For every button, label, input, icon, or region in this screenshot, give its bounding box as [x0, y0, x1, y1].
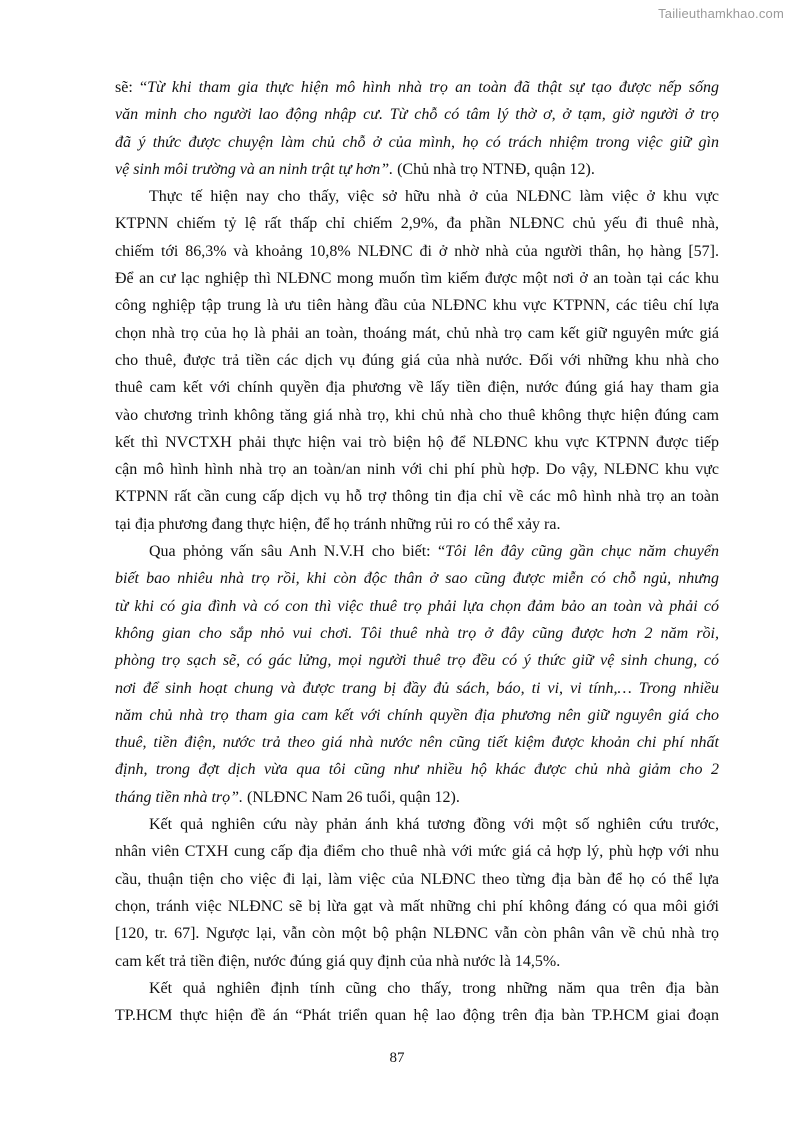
text-line: [115, 156, 719, 183]
text-line: [115, 74, 719, 101]
text-line: [115, 620, 719, 647]
body-text: Để an cư lạc nghiệp thì NLĐNC mong muốn tìm kiếm được một nơi ở an toàn tại các khu: [115, 270, 719, 288]
body-text: chọn nhà trọ của họ là phải an toàn, thoáng mát, chủ nhà trọ cam kết giữ nguyên mức giá: [115, 324, 719, 342]
text-line: [115, 702, 719, 729]
text-line: [115, 483, 719, 510]
text-line: [115, 838, 719, 865]
quote-text: không gian cho sắp nhỏ vui chơi. Tôi thuê nhà trọ ở đây cũng được hơn 2 năm rồi,: [115, 624, 719, 642]
body-text: thuê cam kết với chính quyền địa phương về lấy tiền điện, nước đúng giá hay tham gia: [115, 379, 719, 397]
text-line: [115, 756, 719, 783]
text-line: [115, 1002, 719, 1029]
text-line: [115, 292, 719, 319]
body-text: sẽ: “: [115, 79, 148, 96]
body-text: [120, tr. 67]. Ngược lại, vẫn còn một bộ phận NLĐNC vẫn còn phân vân về chủ nhà trọ: [115, 925, 719, 943]
body-text: cam kết trả tiền điện, nước đúng giá quy định của nhà nước là 14,5%.: [115, 952, 561, 970]
body-text: cận mô hình hình nhà trọ an toàn/an ninh với chi phí phù hợp. Do vậy, NLĐNC khu vực: [115, 461, 719, 479]
body-text: công nghiệp tập trung là ưu tiên hàng đầu của NLĐNC khu vực KTPNN, các tiêu chí lựa: [115, 297, 719, 315]
body-text: cho thuê, được trả tiền các dịch vụ đúng giá của nhà nước. Đối với những khu nhà cho: [115, 351, 719, 369]
text-line: [115, 402, 719, 429]
body-text: Kết quả nghiên cứu này phản ánh khá tương đồng với một số nghiên cứu trước,: [149, 816, 719, 834]
text-line: [115, 210, 719, 237]
body-text: TP.HCM thực hiện đề án “Phát triển quan hệ lao động trên địa bàn TP.HCM giai đoạn: [115, 1007, 719, 1025]
text-line: [115, 975, 719, 1002]
text-line: [115, 675, 719, 702]
text-line: [115, 347, 719, 374]
quote-text: định, trong đợt dịch vừa qua tôi cũng như nhiều hộ khác được chủ nhà giảm cho 2: [115, 761, 719, 779]
text-line: [115, 265, 719, 292]
page-number: 87: [389, 1050, 405, 1066]
body-text: (NLĐNC Nam 26 tuổi, quận 12).: [243, 788, 460, 806]
body-text: cầu, thuận tiện cho việc đi lại, làm việc của NLĐNC theo từng địa bàn để họ có thể lựa: [115, 870, 719, 888]
quote-text: năm chủ nhà trọ tham gia cam kết với chính quyền địa phương nên giữ nguyên giá cho: [115, 706, 719, 724]
text-line: [115, 593, 719, 620]
text-line: [115, 729, 719, 756]
text-line: [115, 811, 719, 838]
body-text: Qua phỏng vấn sâu Anh N.V.H cho biết: “: [149, 543, 446, 561]
body-text: KTPNN rất cần cung cấp dịch vụ hỗ trợ thông tin địa chỉ về các mô hình nhà trọ an toàn: [115, 488, 719, 506]
text-line: [115, 129, 719, 156]
quote-text: Tôi lên đây cũng gần chục năm chuyển: [445, 543, 720, 561]
quote-text: phòng trọ sạch sẽ, có gác lửng, mọi người thuê trọ đều có ý thức giữ vệ sinh chung, có: [115, 652, 719, 670]
text-line: [115, 565, 719, 592]
body-text: (Chủ nhà trọ NTNĐ, quận 12).: [393, 160, 595, 178]
body-text: chọn, tránh việc NLĐNC sẽ bị lừa gạt và mất những chi phí không đáng có qua môi giới: [115, 897, 719, 915]
page-body: [115, 74, 719, 1029]
text-line: [115, 948, 719, 975]
text-line: [115, 538, 719, 565]
text-line: [115, 183, 719, 210]
body-text: nhân viên CTXH cung cấp địa điểm cho thuê nhà với mức giá cả hợp lý, phù hợp với nhu: [115, 843, 719, 861]
quote-text: Từ khi tham gia thực hiện mô hình nhà trọ an toàn đã thật sự tạo được nếp sống: [147, 79, 720, 96]
text-line: [115, 320, 719, 347]
text-line: [115, 456, 719, 483]
text-line: [115, 511, 719, 538]
text-line: [115, 893, 719, 920]
body-text: vào chương trình không tăng giá nhà trọ, khi chủ nhà cho thuê không thực hiện đúng cam: [115, 406, 719, 424]
quote-text: tháng tiền nhà trọ”.: [115, 788, 244, 806]
text-line: [115, 101, 719, 128]
quote-text: nơi để sinh hoạt chung và được trang bị đầy đủ sách, báo, ti vi, vi tính,… Trong nhiều: [115, 679, 719, 697]
text-line: [115, 238, 719, 265]
text-line: [115, 866, 719, 893]
quote-text: văn minh cho người lao động nhập cư. Từ chỗ có tâm lý thờ ơ, ở tạm, giờ người ở trọ: [115, 106, 719, 124]
body-text: Thực tế hiện nay cho thấy, việc sở hữu nhà ở của NLĐNC làm việc ở khu vực: [149, 188, 719, 206]
quote-text: từ khi có gia đình và có con thì việc thuê trọ phải lựa chọn đảm bảo an toàn và phải có: [115, 597, 719, 615]
body-text: Kết quả nghiên định tính cũng cho thấy, trong những năm qua trên địa bàn: [149, 979, 719, 997]
quote-text: vệ sinh môi trường và an ninh trật tự hơn”.: [115, 160, 394, 178]
quote-text: biết bao nhiêu nhà trọ rồi, khi còn độc thân ở sao cũng được miễn có chỗ ngủ, nhưng: [115, 570, 719, 588]
text-line: [115, 784, 719, 811]
body-text: chiếm tới 86,3% và khoảng 10,8% NLĐNC đi ở nhờ nhà của người thân, họ hàng [57].: [115, 242, 719, 260]
watermark: Tailieuthamkhao.com: [658, 6, 784, 21]
text-line: [115, 920, 719, 947]
body-text: kết thì NVCTXH phải thực hiện vai trò biện hộ để NLĐNC khu vực KTPNN được tiếp: [115, 433, 719, 451]
body-text: KTPNN chiếm tỷ lệ rất thấp chỉ chiếm 2,9%, đa phần NLĐNC chủ yếu đi thuê nhà,: [115, 215, 719, 233]
quote-text: đã ý thức được chuyện làm chủ chỗ ở của mình, họ có trách nhiệm trong việc giữ gìn: [115, 133, 719, 151]
body-text: tại địa phương đang thực hiện, để họ tránh những rủi ro có thể xảy ra.: [115, 515, 561, 533]
text-line: [115, 429, 719, 456]
text-line: [115, 374, 719, 401]
quote-text: thuê, tiền điện, nước trả theo giá nhà nước nên cũng tiết kiệm được khoản chi phí nhất: [115, 734, 719, 752]
text-line: [115, 647, 719, 674]
